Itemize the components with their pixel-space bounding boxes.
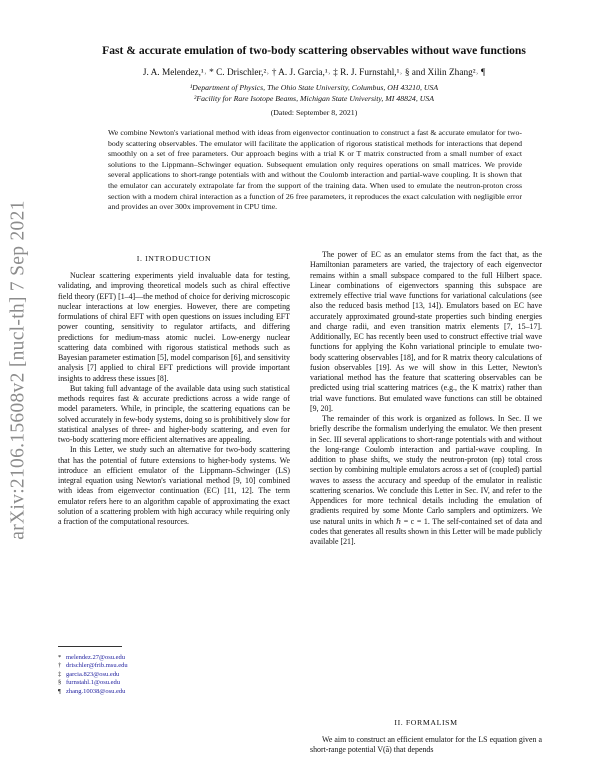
intro-paragraph-4: The power of EC as an emulator stems from the fact that, as the Hamiltonian parameters are varied, the trajectory of each eigenvector remains within a small subspace compared to the full Hilbert space. Linear combinations of eigenvectors spanning this subspace are extremely effective trial wave functions for variational calculations (see also the reduced basis method [13, 14]). Emulators based on EC have accurately approximated ground-state properties such binding energies and charge radii, and even transition matrix elements [7, 15–17]. Additionally, EC has recently been used to construct effective trial wave functions for applying the Kohn variational principle to emulate two-body scattering observables [18], and for R matrix theory calculations of fusion observables [19]. As we will show in this Letter, Newton's variational method has the feature that scattering observables can be predicted using trial scattering matrices (e.g., the K matrix) rather than trial wave functions. But emulated wave functions can still be obtained [9, 20]. [310,250,542,413]
affiliations [60,83,568,104]
footnote-5: ¶ zhang.10038@osu.edu [58,687,126,695]
footnote-2: † drischler@frib.msu.edu [58,662,128,670]
affiliation-1: ¹Department of Physics, The Ohio State University, Columbus, OH 43210, USA [189,83,439,92]
arxiv-stamp-text: arXiv:2106.15608v2 [nucl-th] 7 Sep 2021 [8,200,29,540]
right-column [310,250,542,547]
footnote-divider [58,646,122,647]
section-heading-formalism: II. FORMALISM [394,718,458,727]
paper-title: Fast & accurate emulation of two-body scattering observables without wave functions [102,44,526,57]
footnote-3: ‡ garcia.823@osu.edu [58,670,120,678]
author-list: J. A. Melendez,¹˒ * C. Drischler,²˒ † A. J. Garcia,¹˒ ‡ R. J. Furnstahl,¹˒ § and Xilin Zhang²˒ ¶ [142,68,486,78]
intro-paragraph-1: Nuclear scattering experiments yield invaluable data for testing, validating, and improving theoretical models such as chiral effective field theory (EFT) [1–4]—the method of choice for deriving microscopic nuclear interactions at low energies. However, there are competing formulations of chiral EFT with open questions on issues including EFT power counting, sensitivity to regulator artifacts, and differing predictions for medium-mass atomic nuclei. Low-energy nuclear scattering data combined with rigorous statistical methods such as Bayesian parameter estimation [5], model comparison [6], and sensitivity analysis [7] applied to chiral EFT predictions will provide important insights to address these issues [8]. [58,271,290,383]
footnote-1: * melendez.27@osu.edu [58,654,126,661]
formalism-paragraph-1: We aim to construct an efficient emulator for the LS equation given a short-range potential V(ã) that depends [310,735,542,755]
footnote-4: § furnstahl.1@osu.edu [58,679,121,687]
intro-paragraph-5: The remainder of this work is organized as follows. In Sec. II we briefly describe the formalism underlying the emulator. We then present in Sec. III several applications to short-range potentials with and without the long-range Coulomb interaction and partial-wave coupling. In addition to phase shifts, we study the neutron-proton (np) total cross section by combining multiple emulators across a set of (coupled) partial waves to assess the accuracy and speedup of the emulator in realistic scattering scenarios. We conclude this Letter in Sec. IV, and refer to the Appendices for more technical details including the emulation of gradients required by some Monte Carlo samplers and optimizers. We use natural units in which ℏ = c = 1. The self-contained set of data and codes that generates all results shown in this Letter will be made publicly available [21]. [310,414,542,546]
left-column [58,271,290,527]
email-link[interactable]: furnstahl.1@osu.edu [66,679,121,687]
affiliation-2: ²Facility for Rare Isotope Beams, Michigan State University, MI 48824, USA [193,93,435,103]
footnotes [58,654,288,696]
arxiv-stamp [6,150,32,590]
section-heading-introduction: I. INTRODUCTION [136,254,212,263]
abstract: We combine Newton's variational method with ideas from eigenvector continuation to construct a fast & accurate emulator for two-body scattering observables. The emulator will facilitate the application of rigorous statistical methods for interactions that depend smoothly on a set of free parameters. Our approach begins with a trial K or T matrix constructed from a small number of exact solutions to the Lippmann–Schwinger equation. Subsequent emulation only requires operations on small matrices. We provide several applications to short-range potentials with and without the Coulomb interaction and partial-wave coupling. It is shown that the emulator can accurately extrapolate far from the support of the training data. When used to emulate the neutron-proton cross section with a modern chiral interaction as a function of 26 free parameters, it reproduces the exact calculation with negligible error and provides an over 300x improvement in CPU time. [108,128,522,212]
intro-paragraph-3: In this Letter, we study such an alternative for two-body scattering that has the potential of future extensions to higher-body systems. We introduce an efficient emulator of the Lippmann–Schwinger (LS) integral equation using Newton's variational method [9, 10] combined with ideas from eigenvector continuation (EC) [11, 12]. The term emulator refers here to an algorithm capable of approximating the exact solution of a scattering problem with high accuracy while requiring only a fraction of the computational resources. [58,445,290,526]
email-link[interactable]: drischler@frib.msu.edu [66,662,128,670]
email-link[interactable]: garcia.823@osu.edu [66,670,120,678]
formalism-column [310,735,542,756]
email-link[interactable]: melendez.27@osu.edu [66,654,126,661]
email-link[interactable]: zhang.10038@osu.edu [66,687,126,695]
intro-paragraph-2: But taking full advantage of the available data using such statistical methods requires fast & accurate predictions across a wide range of model parameters. While, in principle, the scattering equations can be solved accurately in few-body systems, doing so is prohibitively slow for statistical analyses of three- and higher-body scattering, and even for two-body scattering more efficient alternatives are appealing. [58,383,290,444]
dated-line: (Dated: September 8, 2021) [270,108,358,117]
